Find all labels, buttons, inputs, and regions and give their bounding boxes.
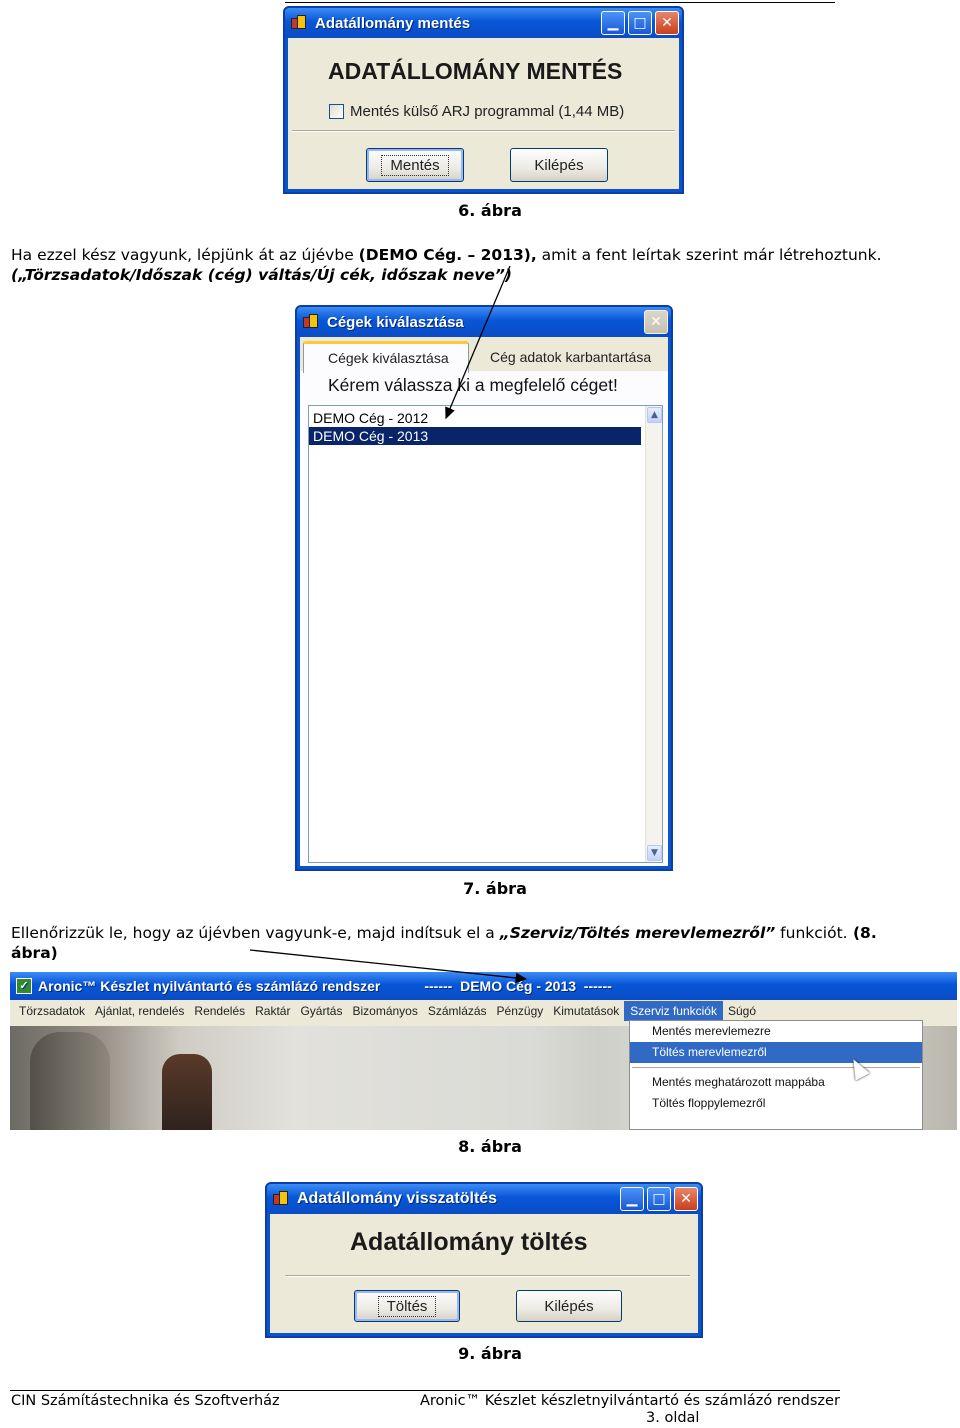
figure-7-caption: 7. ábra [463, 879, 527, 898]
para2-text-b: funkciót. [775, 924, 848, 942]
para2-fig-ref-end: ábra) [11, 944, 58, 962]
company-prompt: Kérem válassza ki a megfelelő céget! [328, 375, 618, 395]
exit-button-label: Kilépés [544, 1297, 594, 1315]
save-button-label: Mentés [381, 155, 448, 176]
arrow-to-2013 [446, 266, 510, 418]
app-check-icon: ✓ [16, 978, 32, 994]
menu-item[interactable]: Kimutatások [553, 1004, 620, 1018]
menu-item[interactable]: Pénzügy [496, 1004, 544, 1018]
para1-menu-path: („Törzsadatok/Időszak (cég) váltás/Új cék, időszak neve”) [11, 266, 513, 284]
menu-item[interactable]: Raktár [255, 1004, 291, 1018]
footer-left: CIN Számítástechnika és Szoftverház [11, 1393, 280, 1409]
para1-company: (DEMO Cég. – 2013), [358, 246, 537, 264]
menu-item[interactable]: Törzsadatok [19, 1004, 86, 1018]
close-icon[interactable]: ✕ [674, 1187, 698, 1211]
maximize-icon[interactable]: □ [628, 11, 652, 35]
para1-text-b: amit a fent leírtak szerint már létrehoztunk. [536, 246, 882, 264]
maximize-icon[interactable]: □ [647, 1187, 671, 1211]
para2-text-a: Ellenőrizzük le, hogy az újévben vagyunk-e, majd indítsuk el a [11, 924, 500, 942]
footer-right: Aronic™ Készlet készletnyilvántartó és számlázó rendszer [420, 1393, 840, 1409]
company-title: ------ DEMO Cég - 2013 ------ [424, 978, 612, 994]
menu-item[interactable]: Ajánlat, rendelés [95, 1004, 185, 1018]
minimize-icon[interactable]: ▁ [601, 11, 625, 35]
close-icon[interactable]: ✕ [655, 11, 679, 35]
menu-item[interactable]: Gyártás [300, 1004, 343, 1018]
backup-window-title: Adatállomány mentés [315, 14, 471, 32]
menu-item[interactable]: Bizományos [352, 1004, 418, 1018]
dropdown-item[interactable]: Mentés meghatározott mappába [652, 1075, 825, 1089]
close-icon: ✕ [644, 310, 668, 334]
load-button-label: Töltés [378, 1296, 437, 1317]
figure-8-caption: 8. ábra [458, 1137, 522, 1156]
dropdown-item[interactable]: Töltés floppylemezről [652, 1096, 766, 1110]
figure-6-caption: 6. ábra [458, 201, 522, 220]
restore-heading: Adatállomány töltés [350, 1228, 588, 1256]
backup-heading: ADATÁLLOMÁNY MENTÉS [328, 58, 623, 84]
company-select-title: Cégek kiválasztása [327, 313, 464, 331]
exit-button-label: Kilépés [534, 156, 584, 174]
arrow-to-title [250, 950, 526, 979]
figure-9-caption: 9. ábra [458, 1344, 522, 1363]
scroll-up-icon[interactable]: ▲ [647, 407, 662, 423]
scroll-down-icon[interactable]: ▼ [647, 845, 662, 861]
para2-fig-ref: (8. [847, 924, 877, 942]
arj-checkbox-label: Mentés külső ARJ programmal (1,44 MB) [350, 103, 625, 120]
menu-item[interactable]: Szerviz funkciók [624, 1001, 723, 1021]
tab-company-select-label: Cégek kiválasztása [328, 350, 449, 366]
menu-item[interactable]: Rendelés [194, 1004, 246, 1018]
menu-item[interactable]: Súgó [727, 1004, 757, 1018]
company-list-item-selected[interactable]: DEMO Cég - 2013 [309, 427, 641, 445]
company-list-item[interactable]: DEMO Cég - 2012 [313, 410, 429, 426]
menu-item[interactable]: Számlázás [427, 1004, 487, 1018]
para1-text-a: Ha ezzel kész vagyunk, lépjünk át az újévbe [11, 246, 359, 264]
main-app-title: Aronic™ Készlet nyilvántartó és számlázó rendszer [38, 978, 381, 994]
footer-rule [10, 1390, 840, 1391]
dropdown-item[interactable]: Mentés merevlemezre [652, 1024, 771, 1038]
tab-company-data-label: Cég adatok karbantartása [490, 349, 652, 365]
page-number: 3. oldal [646, 1410, 700, 1426]
minimize-icon[interactable]: ▁ [620, 1187, 644, 1211]
restore-window-title: Adatállomány visszatöltés [297, 1190, 498, 1207]
para2-menu-path: „Szerviz/Töltés merevlemezről” [499, 924, 776, 942]
dropdown-item-highlighted[interactable]: Töltés merevlemezről [630, 1042, 922, 1063]
